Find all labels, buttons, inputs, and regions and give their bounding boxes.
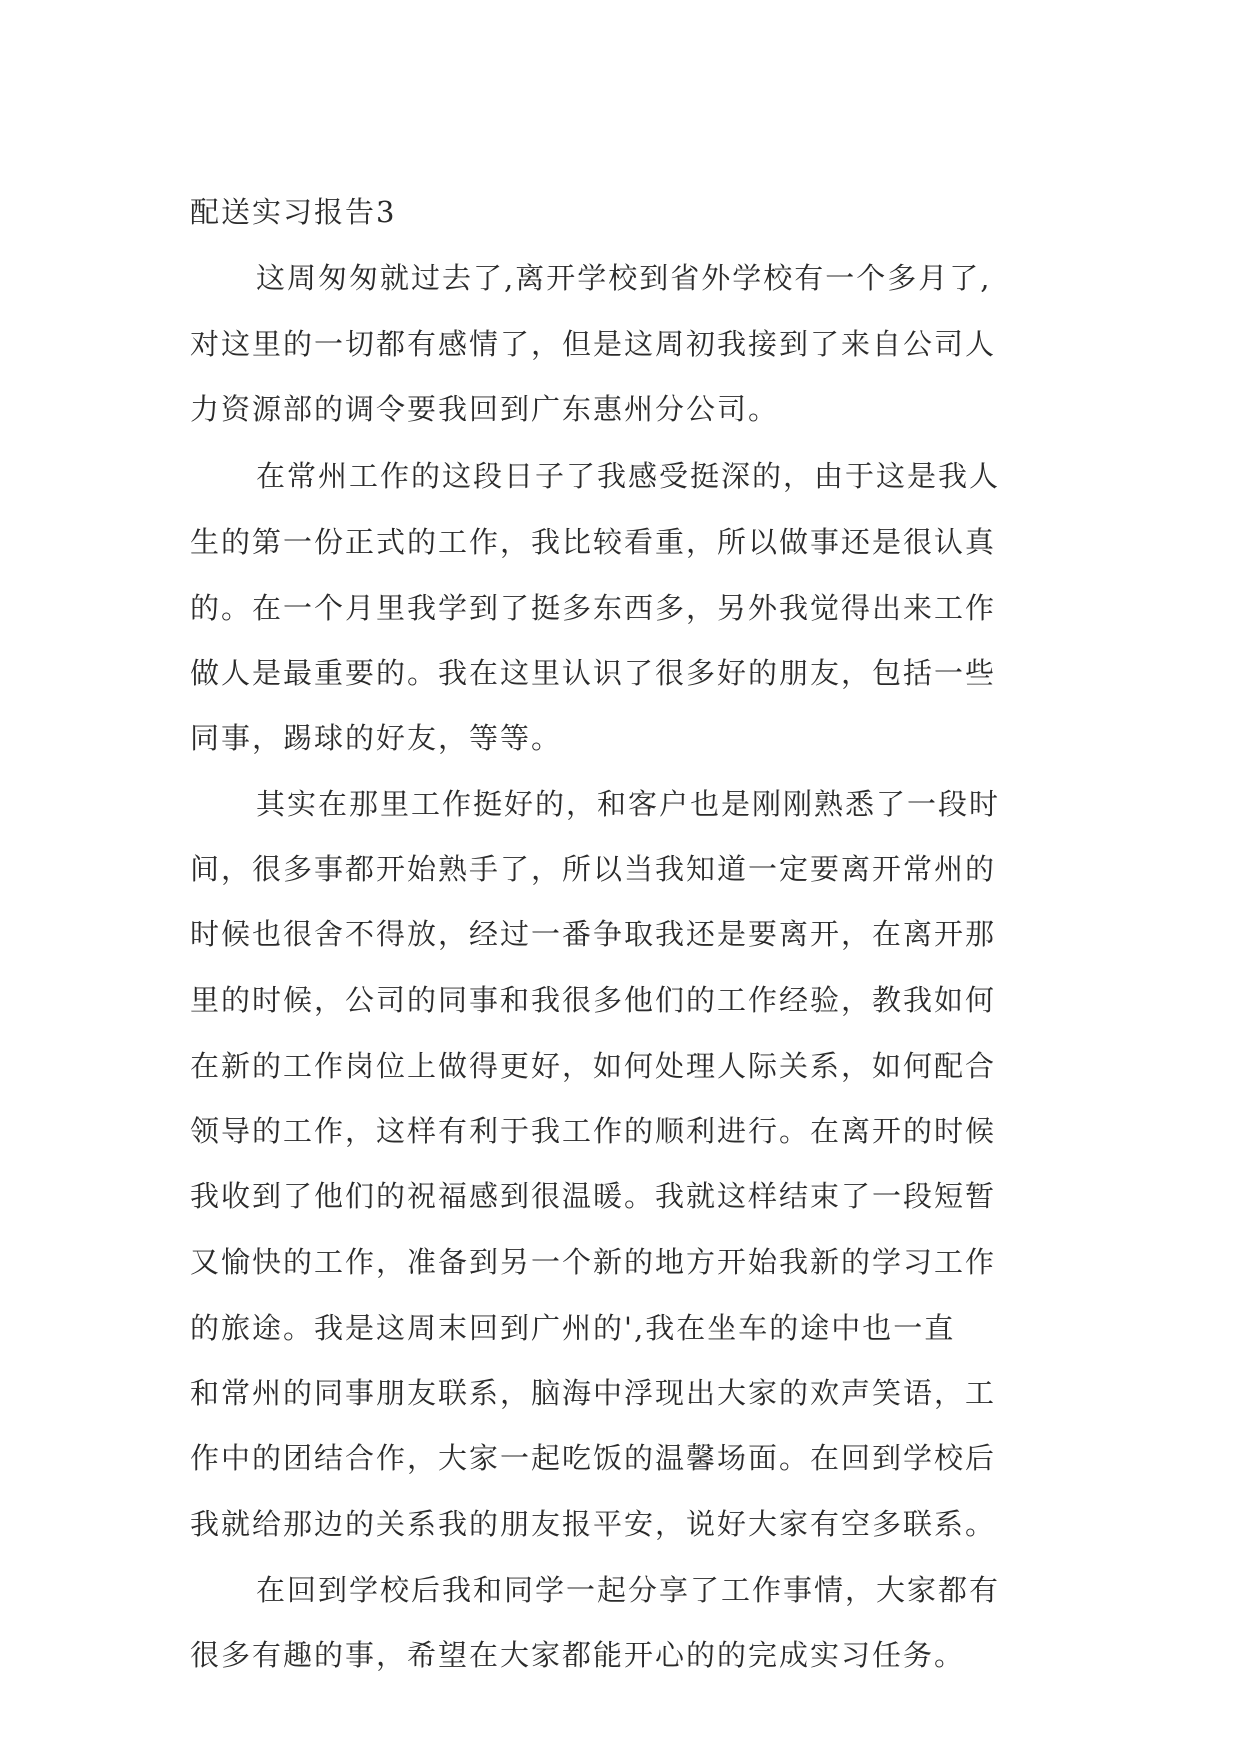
paragraph-3-line-8: 又愉快的工作，准备到另一个新的地方开始我新的学习工作 bbox=[190, 1245, 997, 1279]
paragraph-4-line-1: 在回到学校后我和同学一起分享了工作事情，大家都有 bbox=[256, 1573, 1001, 1607]
paragraph-1-line-3: 力资源部的调令要我回到广东惠州分公司。 bbox=[190, 392, 780, 426]
paragraph-3-line-2: 间，很多事都开始熟手了，所以当我知道一定要离开常州的 bbox=[190, 852, 997, 886]
paragraph-2-line-4: 做人是最重要的。我在这里认识了很多好的朋友，包括一些 bbox=[190, 656, 997, 690]
paragraph-3-line-10: 和常州的同事朋友联系，脑海中浮现出大家的欢声笑语，工 bbox=[190, 1376, 997, 1410]
paragraph-3-line-3: 时候也很舍不得放，经过一番争取我还是要离开，在离开那 bbox=[190, 917, 997, 951]
paragraph-3-line-12: 我就给那边的关系我的朋友报平安，说好大家有空多联系。 bbox=[190, 1507, 997, 1541]
paragraph-3-line-5: 在新的工作岗位上做得更好，如何处理人际关系，如何配合 bbox=[190, 1049, 997, 1083]
paragraph-3-line-7: 我收到了他们的祝福感到很温暖。我就这样结束了一段短暂 bbox=[190, 1179, 997, 1213]
paragraph-3-line-4: 里的时候，公司的同事和我很多他们的工作经验，教我如何 bbox=[190, 983, 997, 1017]
paragraph-4-line-2: 很多有趣的事，希望在大家都能开心的的完成实习任务。 bbox=[190, 1638, 966, 1672]
paragraph-1-line-2: 对这里的一切都有感情了，但是这周初我接到了来自公司人 bbox=[190, 327, 997, 361]
paragraph-3-line-9: 的旅途。我是这周末回到广州的',我在坐车的途中也一直 bbox=[190, 1311, 956, 1345]
paragraph-2-line-5: 同事，踢球的好友，等等。 bbox=[190, 721, 563, 755]
paragraph-1-line-1: 这周匆匆就过去了,离开学校到省外学校有一个多月了, bbox=[256, 261, 992, 295]
paragraph-3-line-6: 领导的工作，这样有利于我工作的顺利进行。在离开的时候 bbox=[190, 1114, 997, 1148]
document-title: 配送实习报告3 bbox=[190, 195, 397, 229]
paragraph-3-line-11: 作中的团结合作，大家一起吃饭的温馨场面。在回到学校后 bbox=[190, 1441, 997, 1475]
paragraph-2-line-3: 的。在一个月里我学到了挺多东西多，另外我觉得出来工作 bbox=[190, 591, 997, 625]
paragraph-2-line-1: 在常州工作的这段日子了我感受挺深的，由于这是我人 bbox=[256, 459, 1001, 493]
paragraph-2-line-2: 生的第一份正式的工作，我比较看重，所以做事还是很认真 bbox=[190, 525, 997, 559]
paragraph-3-line-1: 其实在那里工作挺好的，和客户也是刚刚熟悉了一段时 bbox=[256, 787, 1001, 821]
